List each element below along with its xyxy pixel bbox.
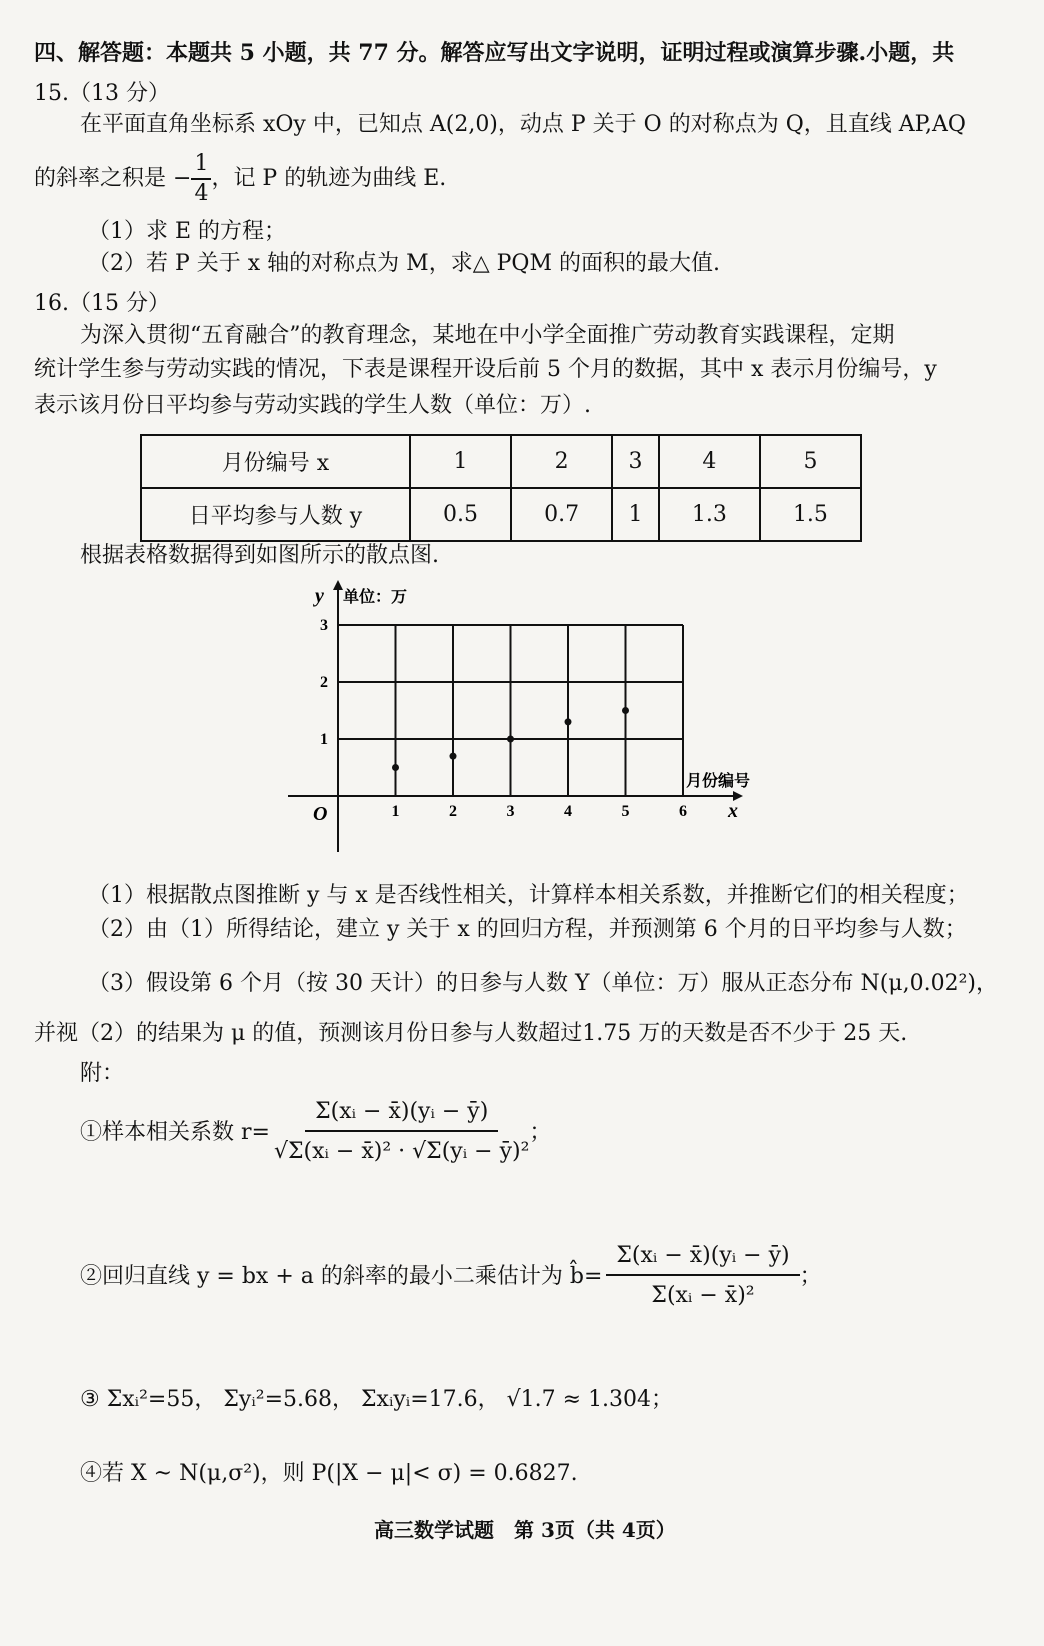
page-footer: 高三数学试题 第 3页（共 4页） [374, 1518, 676, 1542]
q16-part3-line1: （3）假设第 6 个月（按 30 天计）的日参与人数 Y（单位：万）服从正态分布 N(μ,0.02²)， [88, 971, 998, 996]
q15-line2-prefix: 的斜率之积是 − [34, 166, 192, 191]
q16-part2: （2）由（1）所得结论，建立 y 关于 x 的回归方程，并预测第 6 个月的日平均参与人数； [88, 917, 967, 942]
scatter-intro: 根据表格数据得到如图所示的散点图. [80, 543, 439, 568]
q15-line2-suffix: ，记 P 的轨迹为曲线 E. [211, 166, 447, 191]
data-point [450, 753, 457, 760]
q15-frac-num: 1 [191, 150, 211, 180]
x-axis-label: 月份编号 [686, 771, 751, 790]
table-cell: 4 [659, 435, 760, 488]
formula1-semicolon: ； [529, 1119, 552, 1145]
q16-part1: （1）根据散点图推断 y 与 x 是否线性相关，计算样本相关系数，并推断它们的相关程度； [88, 883, 969, 908]
y-tick-label: 3 [320, 617, 328, 634]
y-axis-arrow [333, 580, 343, 590]
q15-fraction [191, 150, 211, 208]
x-tick-label: 2 [449, 803, 457, 820]
q16-line1: 为深入贯彻“五育融合”的教育理念，某地在中小学全面推广劳动教育实践课程，定期 [80, 323, 895, 348]
y-tick-label: 1 [320, 731, 328, 748]
q16-number: 16.（15 分） [34, 291, 170, 316]
data-point [392, 764, 399, 771]
y-axis-label: y [315, 585, 324, 607]
appendix-label: 附： [80, 1061, 125, 1086]
table-cell: 0.7 [511, 488, 612, 541]
q15-number: 15.（13 分） [34, 81, 170, 106]
table-cell: 3 [612, 435, 659, 488]
formula2 [80, 1238, 822, 1310]
data-point [565, 718, 572, 725]
data-point [507, 736, 514, 743]
x-tick-label: 4 [564, 803, 572, 820]
q15-part2: （2）若 P 关于 x 轴的对称点为 M，求△ PQM 的面积的最大值. [88, 251, 720, 276]
q16-line2: 统计学生参与劳动实践的情况，下表是课程开设后前 5 个月的数据，其中 x 表示月份编号，y [34, 357, 937, 382]
table-row [141, 435, 861, 488]
origin-label: O [313, 803, 328, 825]
table-cell: 1.5 [760, 488, 861, 541]
formula1-label: ①样本相关系数 r= [80, 1119, 270, 1145]
x-tick-label: 3 [506, 803, 515, 820]
table-cell: 5 [760, 435, 861, 488]
data-table [140, 434, 862, 542]
q15-line1: 在平面直角坐标系 xOy 中，已知点 A(2,0)，动点 P 关于 O 的对称点为 Q，且直线 AP,AQ [80, 112, 966, 137]
table-cell: 1 [410, 435, 511, 488]
q15-frac-den: 4 [194, 181, 209, 206]
formula2-numerator: Σ(xᵢ − x̄)(yᵢ − ȳ) [606, 1238, 799, 1276]
x-tick-label: 6 [679, 803, 687, 820]
table-row [141, 488, 861, 541]
q15-part1: （1）求 E 的方程； [88, 219, 287, 244]
q15-line2 [34, 150, 446, 208]
table-cell: 0.5 [410, 488, 511, 541]
table-cell: 1 [612, 488, 659, 541]
x-tick-label: 5 [621, 803, 630, 820]
formula1-fraction [274, 1094, 529, 1166]
x-axis-letter: x [728, 800, 738, 822]
unit-label: 单位：万 [343, 587, 408, 606]
y-tick-label: 2 [320, 674, 328, 691]
chart-axes [288, 580, 743, 852]
formula4: ④若 X ~ N(μ,σ²)，则 P(|X − μ|< σ) = 0.6827. [80, 1461, 578, 1486]
formula2-fraction [606, 1238, 799, 1310]
x-tick-label: 1 [391, 803, 400, 820]
table-header-y: 日平均参与人数 y [141, 488, 410, 541]
chart-grid [338, 625, 683, 796]
formula3: ③ Σxᵢ²=55， Σyᵢ²=5.68， Σxᵢyᵢ=17.6， √1.7 ≈ 1.304； [80, 1387, 674, 1412]
table-cell: 2 [511, 435, 612, 488]
q16-line3: 表示该月份日平均参与劳动实践的学生人数（单位：万）. [34, 393, 591, 418]
formula2-denominator: Σ(xᵢ − x̄)² [651, 1283, 755, 1308]
formula2-semicolon: ； [799, 1263, 822, 1289]
formula1-numerator: Σ(xᵢ − x̄)(yᵢ − ȳ) [305, 1094, 498, 1132]
formula1-denominator: √Σ(xᵢ − x̄)² · √Σ(yᵢ − ȳ)² [273, 1139, 530, 1164]
formula2-label: ②回归直线 y = bx + a 的斜率的最小二乘估计为 b̂= [80, 1263, 603, 1289]
table-header-x: 月份编号 x [141, 435, 410, 488]
scatter-chart [0, 572, 1044, 872]
chart-ticks [320, 617, 687, 820]
q16-part3-line2: 并视（2）的结果为 μ 的值，预测该月份日参与人数超过1.75 万的天数是否不少于 25 天. [34, 1021, 908, 1046]
formula1 [80, 1094, 551, 1166]
section-header: 四、解答题：本题共 5 小题，共 77 分。解答应写出文字说明，证明过程或演算步骤.小题，共 [34, 40, 955, 66]
data-point [622, 707, 629, 714]
table-cell: 1.3 [659, 488, 760, 541]
